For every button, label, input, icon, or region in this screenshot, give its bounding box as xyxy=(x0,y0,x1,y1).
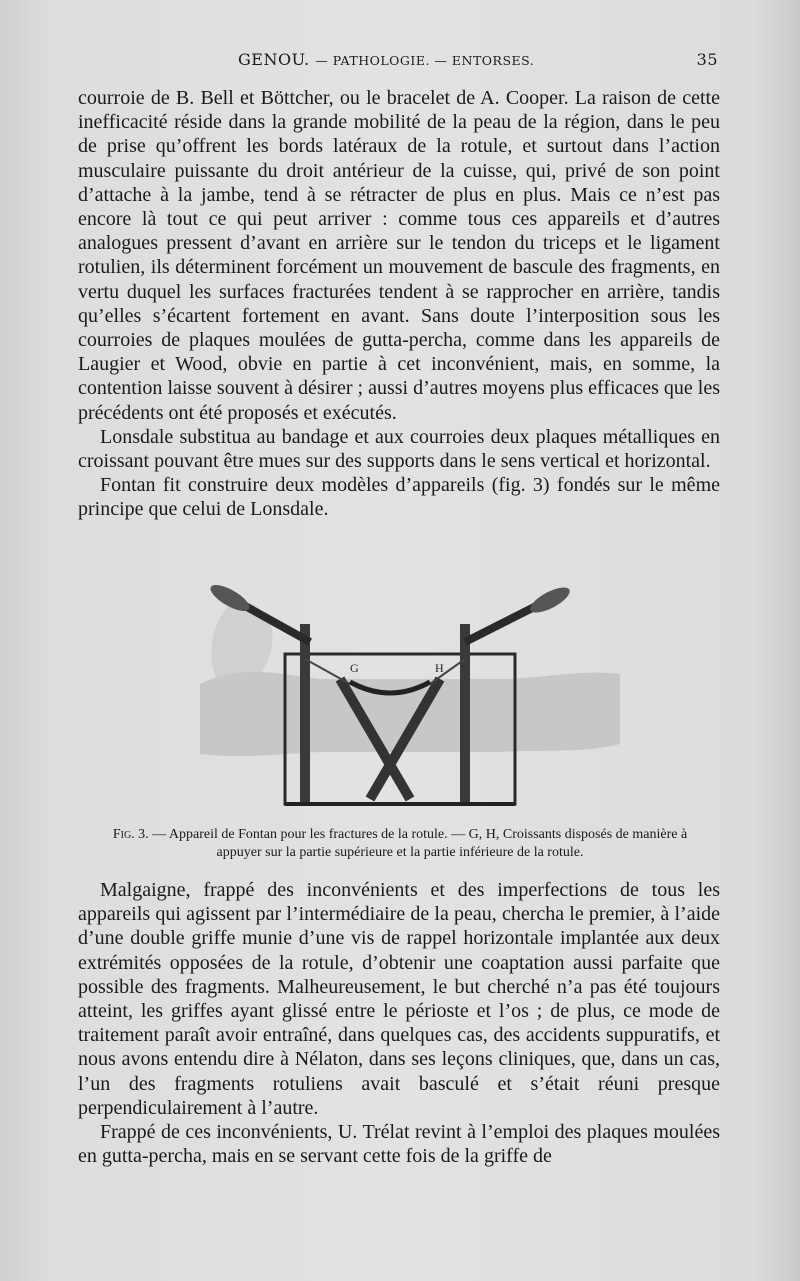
caption-label: Fig. 3. xyxy=(112,827,149,842)
paragraph: courroie de B. Bell et Böttcher, ou le bracelet de A. Cooper. La raison de cette inefficacité réside dans la grande mobilité de la peau de la région, dans le peu de prise qu’offrent les bords latéraux de la rotule, et surtout dans l’action musculaire puissante du droit antérieur de la cuisse, qui, privé de son point d’attache à la jambe, tend à se rétracter de plus en plus. Mais ce n’est pas encore là tout ce qui peut arriver : comme tous ces appareils et d’autres analogues pressent d’avant en arrière sur le tendon du triceps et le ligament rotulien, ils déterminent forcément un mouvement de bascule des fragments, en vertu duquel les surfaces fracturées tendent à se rapprocher en arrière, tandis qu’elles s’écartent fortement en avant. Sans doute l’interposition sous les courroies de plaques moulées de gutta-percha, comme dans les appareils de Laugier et Wood, obvie en partie à cet inconvénient, mais, en somme, la contention laisse souvent à désirer ; aussi d’autres moyens plus efficaces que les précédents ont été proposés et exécutés. xyxy=(78,87,720,424)
running-header xyxy=(78,50,718,74)
body-text-top xyxy=(78,86,720,522)
page-number: 35 xyxy=(696,50,718,69)
right-post xyxy=(460,624,470,804)
paragraph: Frappé de ces inconvénients, U. Trélat revint à l’emploi des plaques moulées en gutta-percha, mais en se servant cette fois de la griffe de xyxy=(78,1121,720,1168)
label-g: G xyxy=(350,661,359,675)
label-h: H xyxy=(435,661,444,675)
paragraph: Fontan fit construire deux modèles d’appareils (fig. 3) fondés sur le même principe que celui de Lonsdale. xyxy=(78,474,720,521)
header-separator: — xyxy=(315,53,329,68)
running-title xyxy=(238,50,534,69)
chapter-name: GENOU. xyxy=(238,50,310,69)
left-post xyxy=(300,624,310,804)
leg-shape xyxy=(200,672,620,756)
subsection-name: ENTORSES. xyxy=(451,53,535,68)
body-text-bottom xyxy=(78,878,720,1168)
header-separator: — xyxy=(434,53,448,68)
figure-illustration xyxy=(200,584,620,820)
paragraph: Lonsdale substitua au bandage et aux courroies deux plaques métalliques en croissant pouvant être mues sur des supports dans le sens vertical et horizontal. xyxy=(78,425,720,473)
section-name: PATHOLOGIE. xyxy=(332,53,430,68)
right-handle xyxy=(527,584,573,617)
paragraph: Malgaigne, frappé des inconvénients et des imperfections de tous les appareils qui agissent par l’intermédiaire de la peau, chercha le premier, à l’aide d’une double griffe munie d’une vis de rappel horizontale implantée aux deux extrémités opposées de la rotule, d’obtenir une coaptation aussi parfaite que possible des fragments. Malheureusement, le but cherché n’a pas été toujours atteint, les griffes ayant glissé entre le périoste et l’os ; de plus, ce mode de traitement paraît avoir entraîné, dans quelques cas, des accidents suppuratifs, et nous avons entendu dire à Nélaton, dans ses leçons cliniques, que, dans un cas, l’un des fragments rotuliens avait basculé et s’était réuni presque perpendiculairement à l’autre. xyxy=(78,879,720,1119)
caption-text: — Appareil de Fontan pour les fractures de la rotule. — G, H, Croissants disposés de manière à appuyer sur la partie supérieure et la partie inférieure de la rotule. xyxy=(152,827,688,860)
figure-caption xyxy=(100,826,700,862)
